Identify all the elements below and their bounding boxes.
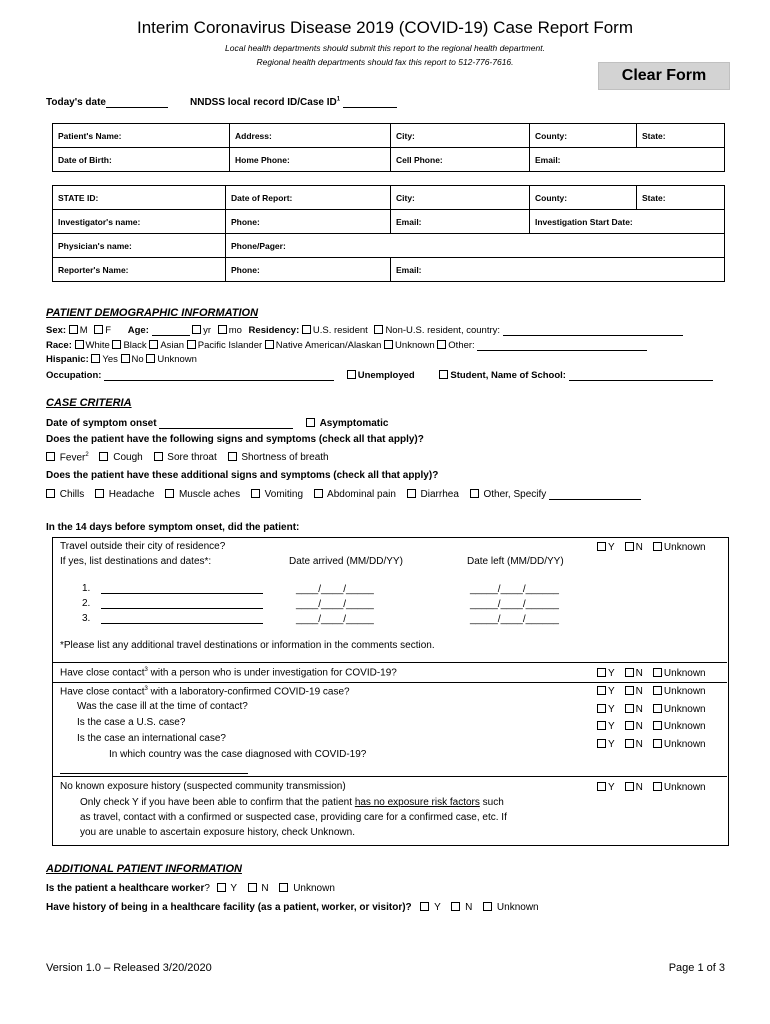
inv-start-label: Investigation Start Date: xyxy=(535,216,633,227)
cell-phone-label: Cell Phone: xyxy=(396,154,443,165)
contact-pui-label: Have close contact xyxy=(60,667,145,679)
race-black-checkbox[interactable] xyxy=(112,340,121,349)
unknown-checkbox[interactable] xyxy=(653,668,662,677)
divider xyxy=(52,776,727,777)
occupation-field[interactable] xyxy=(104,369,334,381)
patients-name-label: Patient's Name: xyxy=(58,130,122,141)
y-label: Y xyxy=(608,739,615,750)
state-id-label: STATE ID: xyxy=(58,192,99,203)
contact-footnote: 3 xyxy=(144,686,148,692)
phone3-label: Phone: xyxy=(231,264,260,275)
destination-field[interactable] xyxy=(101,582,263,594)
race-black-label: Black xyxy=(123,340,147,351)
hcw-n-label: N xyxy=(261,883,269,894)
case-ill-ynu xyxy=(597,704,706,715)
y-checkbox[interactable] xyxy=(597,739,606,748)
sob-checkbox[interactable] xyxy=(228,452,237,461)
destination-row xyxy=(82,612,263,624)
patient-info-table xyxy=(52,123,725,172)
destination-row xyxy=(82,582,263,594)
address-cell[interactable] xyxy=(230,124,391,148)
state-id-cell[interactable] xyxy=(53,186,226,210)
contact-lab-label: Have close contact xyxy=(60,686,145,698)
page-title: Interim Coronavirus Disease 2019 (COVID-19) Case Report Form xyxy=(136,18,633,37)
todays-date-field[interactable] xyxy=(106,96,168,108)
facility-y-label: Y xyxy=(434,902,441,913)
age-yr-label: yr xyxy=(203,325,212,336)
y-checkbox[interactable] xyxy=(597,542,606,551)
exposure-intro: In the 14 days before symptom onset, did the patient: xyxy=(46,522,300,533)
unknown-label: Unknown xyxy=(663,542,706,553)
us-resident-checkbox[interactable] xyxy=(302,325,311,334)
country-field[interactable] xyxy=(60,773,248,774)
facility-unknown-label: Unknown xyxy=(496,902,539,913)
investigator-cell[interactable] xyxy=(53,210,226,234)
home-phone-label: Home Phone: xyxy=(235,154,290,165)
country-field[interactable] xyxy=(503,324,683,336)
cough-label: Cough xyxy=(113,452,143,464)
cough-checkbox[interactable] xyxy=(99,452,108,461)
additional-symptoms-row xyxy=(46,488,641,500)
hispanic-no-label: No xyxy=(131,354,144,365)
y-checkbox[interactable] xyxy=(597,668,606,677)
y-label: Y xyxy=(608,686,615,697)
us-case-question: Is the case a U.S. case? xyxy=(77,717,186,728)
county2-cell[interactable] xyxy=(530,186,637,210)
travel-note: *Please list any additional travel destinations or information in the comments section. xyxy=(60,640,435,651)
travel-ynu xyxy=(597,542,706,553)
race-other-label: Other: xyxy=(448,340,475,351)
n-checkbox[interactable] xyxy=(625,739,634,748)
sex-label: Sex: xyxy=(46,325,67,336)
email2-cell[interactable] xyxy=(391,210,530,234)
asymptomatic-label: Asymptomatic xyxy=(319,418,389,429)
subtitle-line-2: Regional health departments should fax this report to 512-776-7616. xyxy=(256,57,514,67)
muscle-aches-label: Muscle aches xyxy=(178,489,241,500)
hcw-y-checkbox[interactable] xyxy=(217,883,226,892)
email2-label: Email: xyxy=(396,216,422,227)
date-arrived-label: Date arrived (MM/DD/YY) xyxy=(289,556,403,567)
unknown-label: Unknown xyxy=(663,704,706,715)
dob-cell[interactable] xyxy=(53,148,230,172)
symptoms-question: Does the patient have the following signs and symptoms (check all that apply)? xyxy=(46,434,424,445)
email3-cell[interactable] xyxy=(391,258,725,282)
us-case-ynu xyxy=(597,721,706,732)
onset-label: Date of symptom onset xyxy=(46,418,157,429)
hcw-row: Is the patient a healthcare worker? Y N Unknown xyxy=(46,883,335,894)
only-check-text-3: you are unable to ascertain exposure history, check Unknown. xyxy=(80,827,355,838)
n-checkbox[interactable] xyxy=(625,668,634,677)
case-criteria-header: CASE CRITERIA xyxy=(46,397,132,409)
race-white-checkbox[interactable] xyxy=(75,340,84,349)
state2-cell[interactable] xyxy=(637,186,725,210)
unknown-checkbox[interactable] xyxy=(653,542,662,551)
address-label: Address: xyxy=(235,130,272,141)
y-checkbox[interactable] xyxy=(597,686,606,695)
race-pacific-checkbox[interactable] xyxy=(187,340,196,349)
cell-phone-cell[interactable] xyxy=(391,148,530,172)
hispanic-no-checkbox[interactable] xyxy=(121,354,130,363)
facility-y-checkbox[interactable] xyxy=(420,902,429,911)
race-other-checkbox[interactable] xyxy=(437,340,446,349)
clear-form-button[interactable]: Clear Form xyxy=(598,62,730,90)
abdominal-pain-checkbox[interactable] xyxy=(314,489,323,498)
county-label: County: xyxy=(535,130,568,141)
sore-throat-label: Sore throat xyxy=(167,452,217,464)
contact-pui-question xyxy=(60,667,397,678)
email-label: Email: xyxy=(535,154,561,165)
n-checkbox[interactable] xyxy=(625,686,634,695)
case-ill-question: Was the case ill at the time of contact? xyxy=(77,701,248,712)
physician-cell[interactable] xyxy=(53,234,226,258)
non-us-label: Non-U.S. resident, country: xyxy=(385,325,501,336)
n-label: N xyxy=(635,686,643,697)
only-check-part: such xyxy=(479,797,504,808)
abdominal-pain-label: Abdominal pain xyxy=(327,489,396,500)
facility-n-label: N xyxy=(465,902,473,913)
additional-symptoms-question: Does the patient have these additional signs and symptoms (check all that apply)? xyxy=(46,470,439,481)
page-number: Page 1 of 3 xyxy=(668,962,725,974)
unknown-label: Unknown xyxy=(663,721,706,732)
onset-field[interactable] xyxy=(159,417,293,429)
state2-label: State: xyxy=(642,192,666,203)
hcw-question: Is the patient a healthcare worker xyxy=(46,883,205,894)
chills-checkbox[interactable] xyxy=(46,489,55,498)
phone-pager-label: Phone/Pager: xyxy=(231,240,286,251)
race-white-label: White xyxy=(85,340,110,351)
additional-info-header: ADDITIONAL PATIENT INFORMATION xyxy=(46,863,242,875)
date-left-label: Date left (MM/DD/YY) xyxy=(467,556,564,567)
occupation-label: Occupation: xyxy=(46,370,102,381)
n-label: N xyxy=(635,704,643,715)
contact-pui-ynu xyxy=(597,668,706,679)
age-mo-label: mo xyxy=(228,325,242,336)
contact-footnote: 3 xyxy=(144,667,148,673)
intl-case-question: Is the case an international case? xyxy=(77,733,226,744)
county-cell[interactable] xyxy=(530,124,637,148)
sore-throat-checkbox[interactable] xyxy=(154,452,163,461)
physician-label: Physician's name: xyxy=(58,240,132,251)
y-label: Y xyxy=(608,721,615,732)
sex-f-label: F xyxy=(105,325,112,336)
only-check-text-2: as travel, contact with a confirmed or suspected case, providing care for a confirmed case, etc. If xyxy=(80,812,507,823)
investigator-label: Investigator's name: xyxy=(58,216,141,227)
y-checkbox[interactable] xyxy=(597,782,606,791)
phone-pager-cell[interactable] xyxy=(226,234,725,258)
other-symptom-checkbox[interactable] xyxy=(470,489,479,498)
n-label: N xyxy=(635,668,643,679)
dob-label: Date of Birth: xyxy=(58,154,112,165)
n-checkbox[interactable] xyxy=(625,782,634,791)
contact-lab-question xyxy=(60,686,350,697)
school-field[interactable] xyxy=(569,369,713,381)
race-pacific-label: Pacific Islander xyxy=(197,340,263,351)
investigator-table xyxy=(52,185,725,282)
facility-n-checkbox[interactable] xyxy=(451,902,460,911)
sex-m-label: M xyxy=(79,325,88,336)
hcw-y-label: Y xyxy=(230,883,237,894)
vomiting-label: Vomiting xyxy=(264,489,304,500)
race-native-checkbox[interactable] xyxy=(265,340,274,349)
city2-cell[interactable] xyxy=(391,186,530,210)
contact-lab-ynu xyxy=(597,686,706,697)
state-cell[interactable] xyxy=(637,124,725,148)
only-check-text-1 xyxy=(80,797,504,808)
unemployed-checkbox[interactable] xyxy=(347,370,356,379)
county2-label: County: xyxy=(535,192,568,203)
race-label: Race: xyxy=(46,340,72,351)
divider xyxy=(52,682,727,683)
other-symptom-field[interactable] xyxy=(549,488,641,500)
y-label: Y xyxy=(608,782,615,793)
race-native-label: Native American/Alaskan xyxy=(275,340,382,351)
fever-label: Fever xyxy=(59,452,86,464)
unknown-checkbox[interactable] xyxy=(653,704,662,713)
destination-number: 3. xyxy=(82,613,91,624)
muscle-aches-checkbox[interactable] xyxy=(165,489,174,498)
unknown-label: Unknown xyxy=(663,668,706,679)
destination-number: 2. xyxy=(82,598,91,609)
todays-date-row xyxy=(46,96,168,108)
hcw-n-checkbox[interactable] xyxy=(248,883,257,892)
unknown-label: Unknown xyxy=(663,686,706,697)
hispanic-row xyxy=(46,354,197,365)
unknown-checkbox[interactable] xyxy=(653,739,662,748)
vomiting-checkbox[interactable] xyxy=(251,489,260,498)
headache-label: Headache xyxy=(108,489,155,500)
race-asian-label: Asian xyxy=(160,340,185,351)
n-checkbox[interactable] xyxy=(625,721,634,730)
unknown-label: Unknown xyxy=(663,739,706,750)
contact-lab-label-rest: with a laboratory-confirmed COVID-19 case? xyxy=(147,686,350,698)
phone-cell[interactable] xyxy=(226,210,391,234)
patients-name-cell[interactable] xyxy=(53,124,230,148)
destination-field[interactable] xyxy=(101,612,263,624)
n-label: N xyxy=(635,542,643,553)
hispanic-yes-label: Yes xyxy=(102,354,118,365)
facility-unknown-checkbox[interactable] xyxy=(483,902,492,911)
facility-row xyxy=(46,902,539,913)
facility-question: Have history of being in a healthcare facility (as a patient, worker, or visitor)? xyxy=(46,902,412,913)
subtitle-line-1: Local health departments should submit this report to the regional health department. xyxy=(225,43,545,53)
reporter-label: Reporter's Name: xyxy=(58,264,129,275)
no-known-ynu xyxy=(597,782,706,793)
nndss-field[interactable] xyxy=(343,96,397,108)
phone3-cell[interactable] xyxy=(226,258,391,282)
todays-date-label: Today's date xyxy=(46,97,106,108)
list-destinations-label: If yes, list destinations and dates*: xyxy=(60,556,212,567)
n-label: N xyxy=(635,782,643,793)
fever-footnote: 2 xyxy=(85,452,89,458)
destination-row xyxy=(82,597,263,609)
only-check-part: Only check Y if you have been able to confirm that the patient xyxy=(80,797,355,808)
demographic-header: PATIENT DEMOGRAPHIC INFORMATION xyxy=(46,307,259,319)
hispanic-unknown-checkbox[interactable] xyxy=(146,354,155,363)
unknown-checkbox[interactable] xyxy=(653,686,662,695)
inv-start-cell[interactable] xyxy=(530,210,725,234)
y-label: Y xyxy=(608,704,615,715)
city-label: City: xyxy=(396,130,415,141)
nndss-label: NNDSS local record ID/Case ID xyxy=(190,97,337,108)
state-label: State: xyxy=(642,130,666,141)
hcw-unknown-label: Unknown xyxy=(293,883,335,894)
destination-field[interactable] xyxy=(101,597,263,609)
email3-label: Email: xyxy=(396,264,422,275)
n-checkbox[interactable] xyxy=(625,542,634,551)
diarrhea-label: Diarrhea xyxy=(420,489,459,500)
race-asian-checkbox[interactable] xyxy=(149,340,158,349)
non-us-checkbox[interactable] xyxy=(374,325,383,334)
unemployed-label: Unemployed xyxy=(357,370,415,381)
age-field[interactable] xyxy=(152,324,190,336)
unknown-checkbox[interactable] xyxy=(653,721,662,730)
hispanic-label: Hispanic: xyxy=(46,354,89,365)
intl-case-ynu xyxy=(597,739,706,750)
home-phone-cell[interactable] xyxy=(230,148,391,172)
nndss-row xyxy=(190,96,397,108)
y-checkbox[interactable] xyxy=(597,704,606,713)
age-yr-checkbox[interactable] xyxy=(192,325,201,334)
travel-question: Travel outside their city of residence? xyxy=(60,541,226,552)
phone-label: Phone: xyxy=(231,216,260,227)
divider xyxy=(52,662,727,663)
asymptomatic-checkbox[interactable] xyxy=(306,418,315,427)
age-mo-checkbox[interactable] xyxy=(218,325,227,334)
n-checkbox[interactable] xyxy=(625,704,634,713)
student-label: Student, Name of School: xyxy=(450,370,566,381)
student-checkbox[interactable] xyxy=(439,370,448,379)
date-report-label: Date of Report: xyxy=(231,192,293,203)
which-country-question: In which country was the case diagnosed with COVID-19? xyxy=(109,749,367,760)
other-symptom-label: Other, Specify xyxy=(483,489,547,500)
reporter-cell[interactable] xyxy=(53,258,226,282)
race-other-field[interactable] xyxy=(477,339,647,351)
city-cell[interactable] xyxy=(391,124,530,148)
onset-row xyxy=(46,417,388,429)
us-resident-label: U.S. resident xyxy=(312,325,368,336)
residency-label: Residency: xyxy=(248,325,300,336)
y-label: Y xyxy=(608,542,615,553)
contact-pui-label-rest: with a person who is under investigation for COVID-19? xyxy=(147,667,397,679)
version-label: Version 1.0 – Released 3/20/2020 xyxy=(46,962,212,974)
hispanic-yes-checkbox[interactable] xyxy=(91,354,100,363)
unknown-label: Unknown xyxy=(663,782,706,793)
nndss-footnote: 1 xyxy=(336,96,341,103)
sob-label: Shortness of breath xyxy=(241,452,329,464)
diarrhea-checkbox[interactable] xyxy=(407,489,416,498)
y-checkbox[interactable] xyxy=(597,721,606,730)
hispanic-unknown-label: Unknown xyxy=(157,354,197,365)
race-row xyxy=(46,339,647,351)
sex-m-checkbox[interactable] xyxy=(69,325,78,334)
unknown-checkbox[interactable] xyxy=(653,782,662,791)
destination-number: 1. xyxy=(82,583,91,594)
email-cell[interactable] xyxy=(530,148,725,172)
hcw-unknown-checkbox[interactable] xyxy=(279,883,288,892)
n-label: N xyxy=(635,739,643,750)
y-label: Y xyxy=(608,668,615,679)
fever-checkbox[interactable] xyxy=(46,452,55,461)
occupation-row xyxy=(46,369,713,381)
sex-age-row: Sex: M F Age: yr mo Residency: U.S. resident Non-U.S. resident, country: xyxy=(46,324,683,336)
no-known-exposure: No known exposure history (suspected community transmission) xyxy=(60,781,346,792)
symptoms-row xyxy=(46,452,329,463)
date-arrived-fields[interactable]: ____/____/_____ ____/____/_____ ____/____/_____ xyxy=(296,584,374,625)
age-label: Age xyxy=(127,325,146,336)
only-check-underlined: has no exposure risk factors xyxy=(354,797,480,808)
sex-f-checkbox[interactable] xyxy=(94,325,103,334)
race-unknown-checkbox[interactable] xyxy=(384,340,393,349)
chills-label: Chills xyxy=(59,489,85,500)
headache-checkbox[interactable] xyxy=(95,489,104,498)
n-label: N xyxy=(635,721,643,732)
city2-label: City: xyxy=(396,192,415,203)
date-report-cell[interactable] xyxy=(226,186,391,210)
race-unknown-label: Unknown xyxy=(395,340,435,351)
date-left-fields[interactable]: _____/____/______ _____/____/______ _____/____/______ xyxy=(470,584,559,625)
